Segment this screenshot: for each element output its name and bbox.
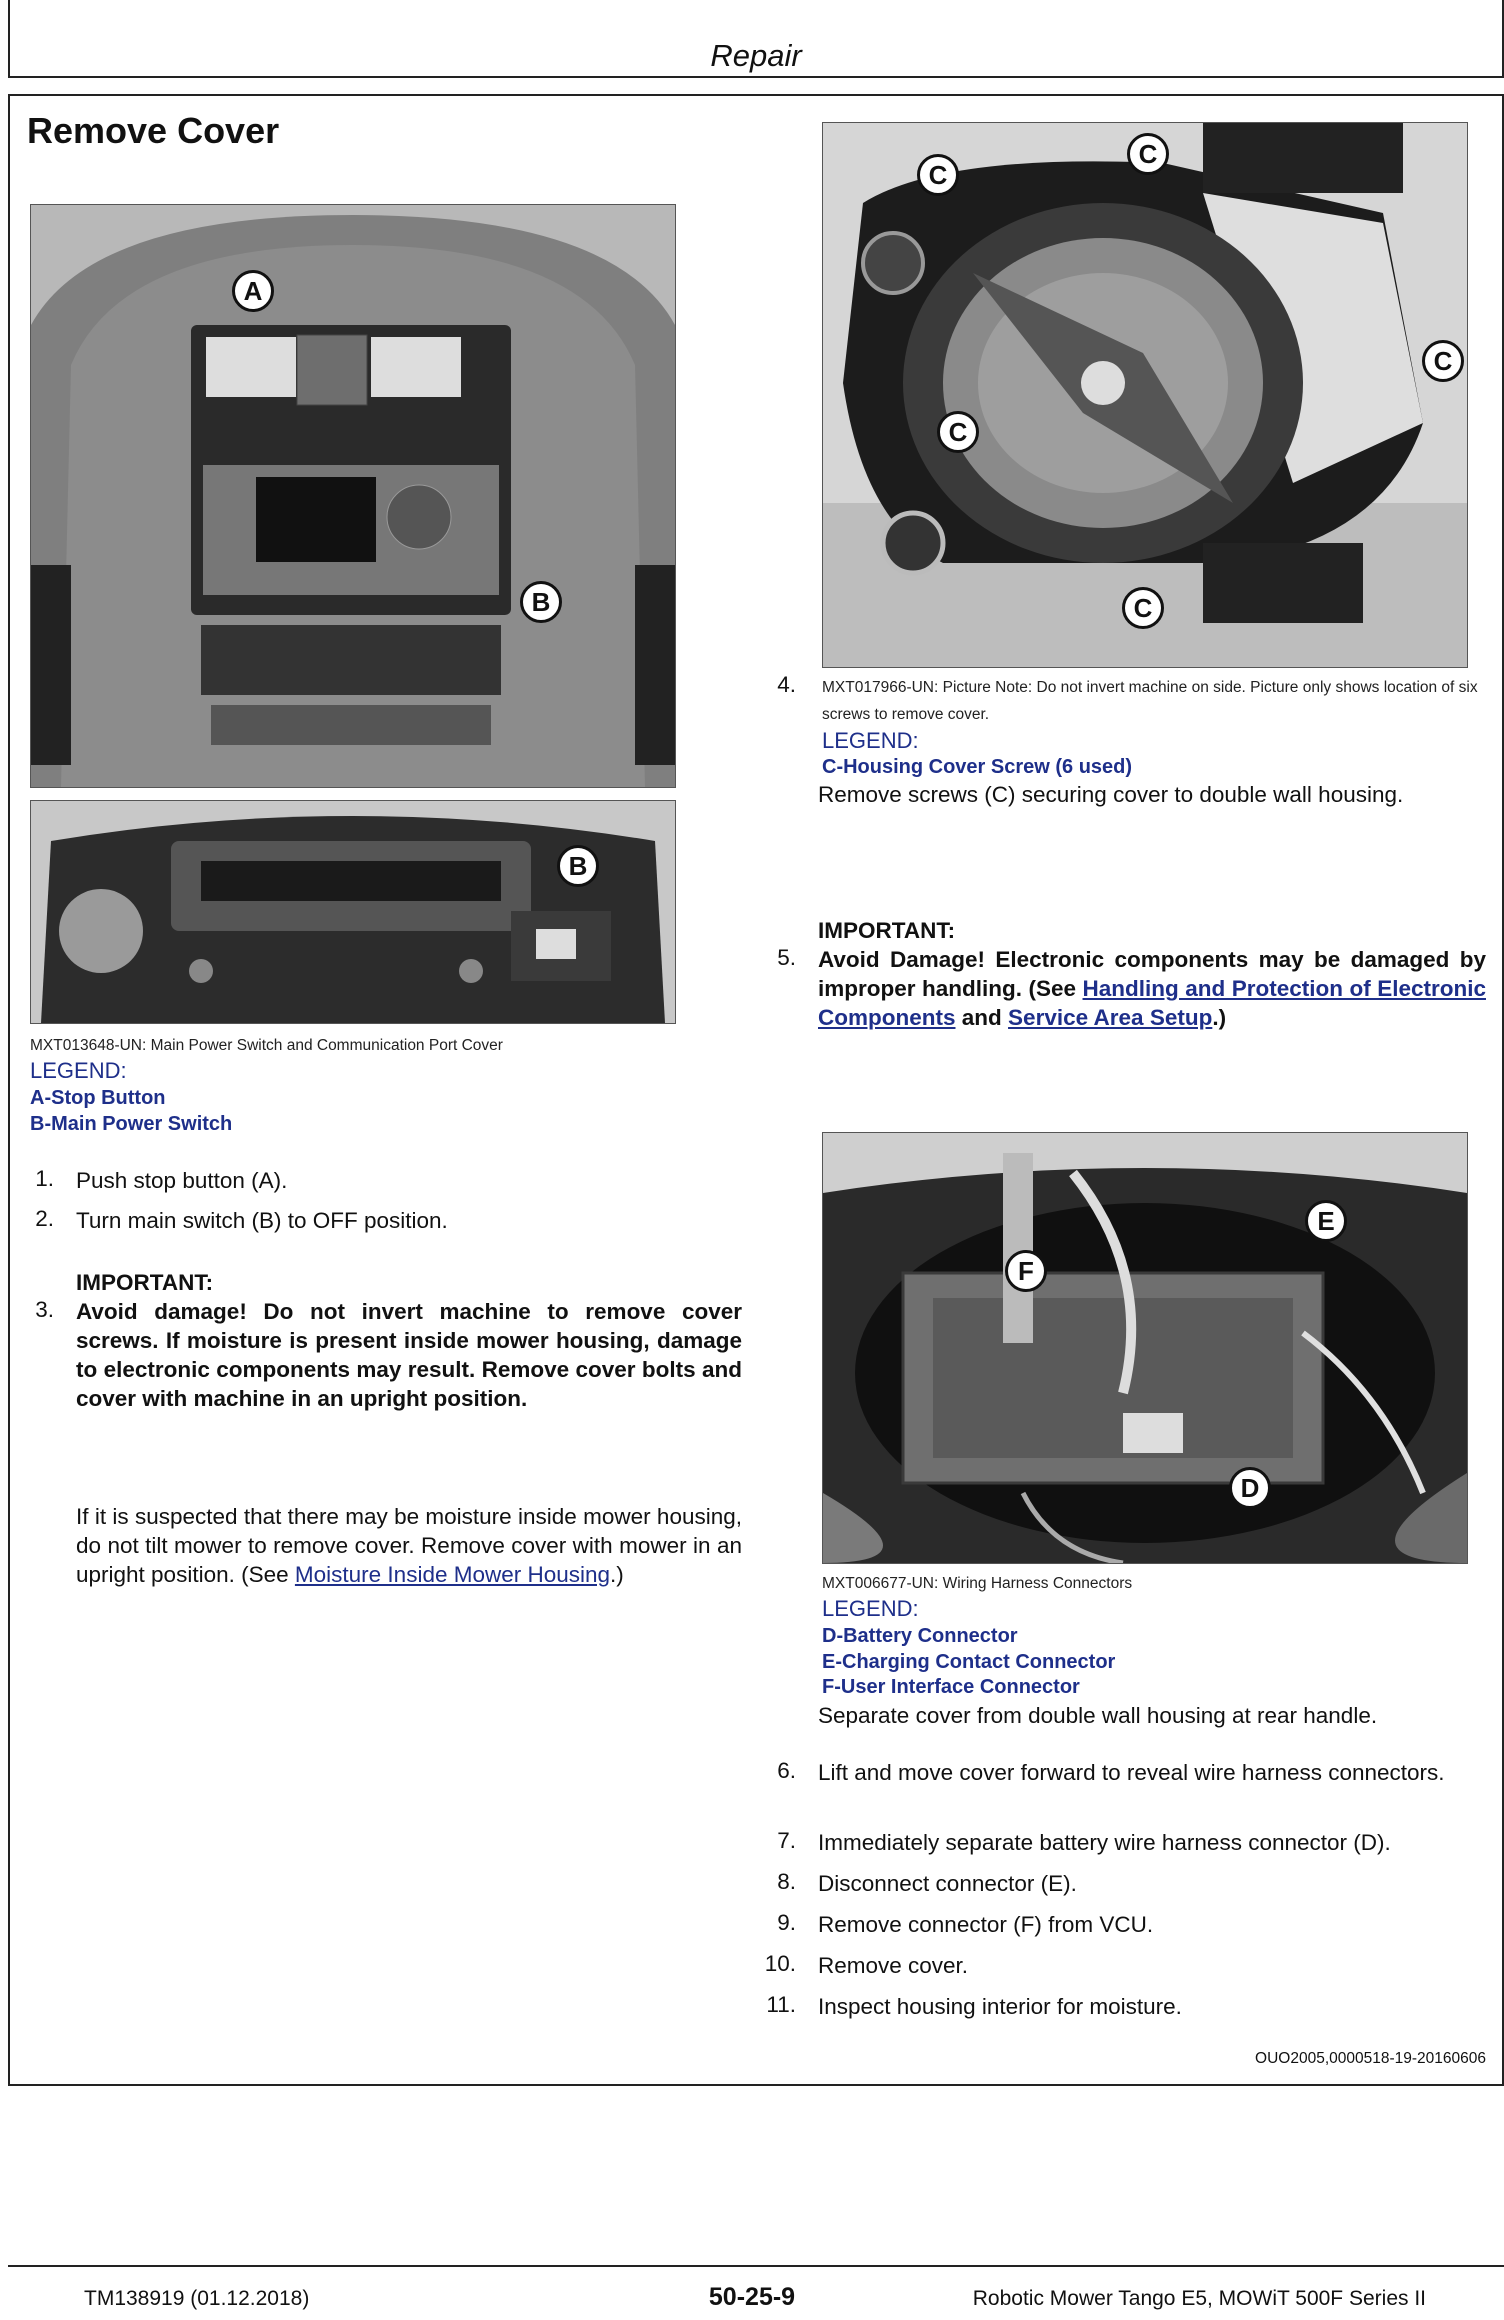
header-title: Repair [710,38,802,73]
step-11-text: Inspect housing interior for moisture. [818,1994,1182,2019]
callout-e: E [1305,1200,1347,1242]
figure3-caption: MXT006677-UN: Wiring Harness Connectors [822,1575,1133,1592]
step-3-number: 3. [35,1297,54,1322]
reference-code: OUO2005,0000518-19-20160606 [1255,2050,1486,2067]
power-switch-photo [30,800,676,1024]
figure1-legend-title: LEGEND: [30,1058,127,1083]
figure2-caption: MXT017966-UN: Picture Note: Do not invert machine on side. Picture only shows location of six screws to remove cover. [822,679,1478,723]
step-1-text: Push stop button (A). [76,1168,288,1193]
step-8-number: 8. [777,1869,796,1894]
step-5-text [818,945,1486,1032]
step-4-number: 4. [777,672,796,697]
step-6-number: 6. [777,1758,796,1783]
legend-item-charging-contact-connector: E-Charging Contact Connector [822,1651,1116,1673]
step-1-number: 1. [35,1166,54,1191]
step-3-text: Avoid damage! Do not invert machine to remove cover screws. If moisture is present inside mower housing, damage to electronic components may result. Remove cover bolts and cover with machine in an upright position. [76,1299,742,1411]
step-8-text: Disconnect connector (E). [818,1871,1077,1896]
figure1-caption: MXT013648-UN: Main Power Switch and Communication Port Cover [30,1037,503,1054]
step-9-number: 9. [777,1910,796,1935]
callout-d: D [1229,1467,1271,1509]
section-title: Remove Cover [27,110,280,151]
step-10-text: Remove cover. [818,1953,969,1978]
footer-manual-id: TM138919 (01.12.2018) [84,2287,310,2310]
step-7-text: Immediately separate battery wire harness connector (D). [818,1830,1391,1855]
callout-f: F [1005,1250,1047,1292]
legend-item-user-interface-connector: F-User Interface Connector [822,1676,1080,1698]
footer-product-name: Robotic Mower Tango E5, MOWiT 500F Series II [972,2287,1426,2310]
figure3-legend-title: LEGEND: [822,1596,919,1621]
footer-divider [8,2265,1504,2267]
step-4-text: Remove screws (C) securing cover to double wall housing. [818,782,1404,807]
callout-b: B [520,581,562,623]
mower-underside-photo [822,122,1468,668]
callout-c-top-right: C [1127,133,1169,175]
step-5-body: Avoid Damage! Electronic components may be damaged by improper handling. (See [818,947,1486,1001]
step-5-after-text: Separate cover from double wall housing at rear handle. [818,1703,1378,1728]
step-11-number: 11. [766,1992,796,2017]
callout-b-switch: B [557,845,599,887]
legend-item-main-power-switch: B-Main Power Switch [30,1113,233,1135]
handling-electronic-components-link[interactable]: Handling and Protection of Electronic Components [818,976,1486,1030]
footer-page-number: 50-25-9 [708,2283,796,2311]
step-7-number: 7. [777,1828,796,1853]
page-header [8,0,1504,78]
moisture-inside-housing-link[interactable]: Moisture Inside Mower Housing [294,1562,611,1587]
callout-a: A [232,270,274,312]
wiring-harness-photo [822,1132,1468,1564]
step-2-text: Turn main switch (B) to OFF position. [76,1208,448,1233]
legend-item-stop-button: A-Stop Button [30,1087,166,1109]
legend-item-housing-cover-screw: C-Housing Cover Screw (6 used) [822,756,1133,778]
step-5-end: .) [1212,1005,1227,1030]
callout-c-top-left: C [917,154,959,196]
service-area-setup-link[interactable]: Service Area Setup [1008,1005,1213,1030]
step-5-number: 5. [777,945,796,970]
mower-top-photo [30,204,676,788]
legend-item-battery-connector: D-Battery Connector [822,1625,1018,1647]
step-9-text: Remove connector (F) from VCU. [818,1912,1154,1937]
step-5-and: and [961,1005,1002,1030]
step-5-important: IMPORTANT: [818,918,956,943]
figure2-legend-title: LEGEND: [822,728,919,753]
step-3-note-text: If it is suspected that there may be moisture inside mower housing, do not tilt mower to remove cover. Remove cover with mower in an upright position. (See [76,1504,742,1587]
step-3-important: IMPORTANT: [76,1270,214,1295]
callout-c-bottom: C [1122,587,1164,629]
step-3-note [76,1502,742,1589]
step-3-note-end: .) [610,1562,624,1587]
step-6-text: Lift and move cover forward to reveal wire harness connectors. [818,1760,1445,1785]
callout-c-right: C [1422,340,1464,382]
step-2-number: 2. [35,1206,54,1231]
step-10-number: 10. [764,1951,796,1976]
callout-c-left: C [937,411,979,453]
